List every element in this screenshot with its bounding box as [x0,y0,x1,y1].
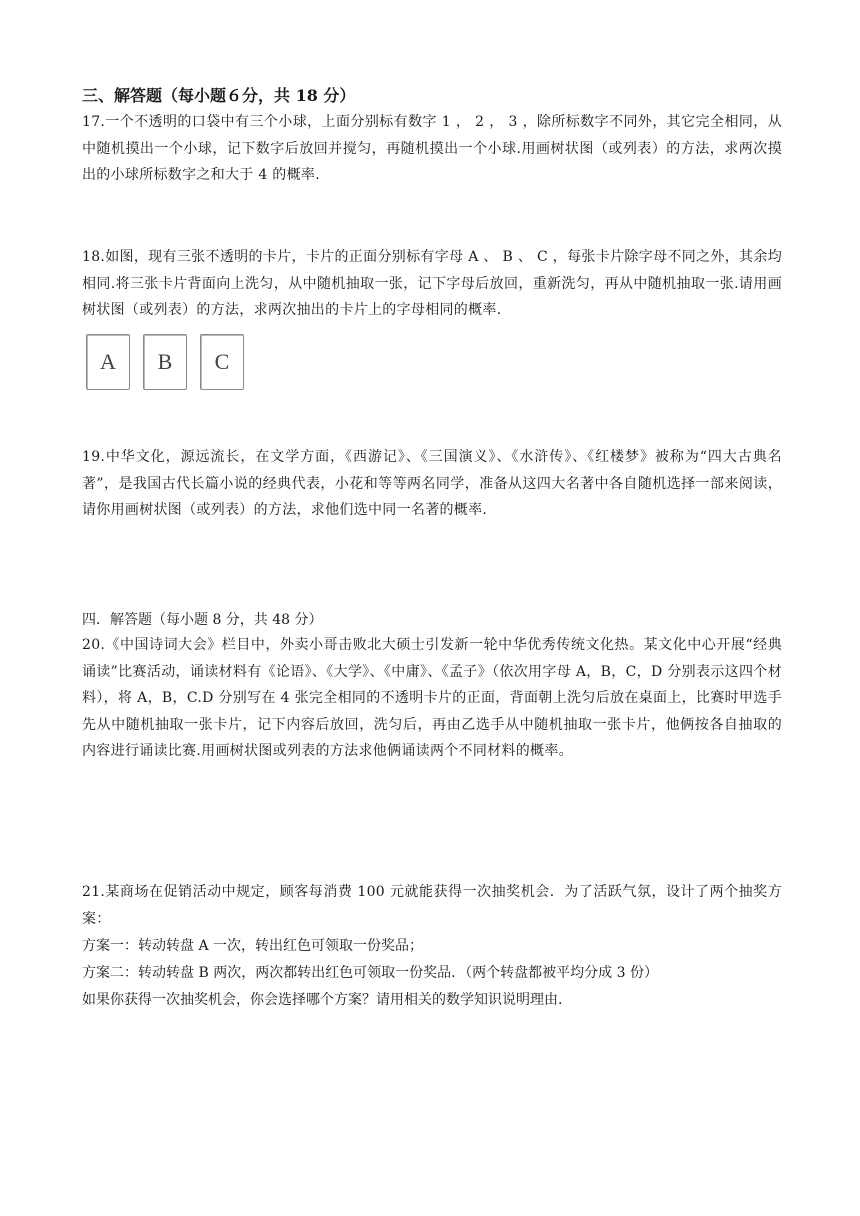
card-a: A [86,334,130,390]
section-3-title: 三、解答题（每小题６分，共 18 分） [82,86,356,105]
question-21-plan-2: 方案二：转动转盘 B 两次，两次都转出红色可领取一份奖品．（两个转盘都被平均分成 3 份） [82,965,658,981]
question-17: 17.一个不透明的口袋中有三个小球，上面分别标有数字 1 ， 2 ， 3 ，除所标数字不同外，其它完全相同，从中随机摸出一个小球，记下数字后放回并搅匀，再随机摸出一个小球.用画树状图（或列表）的方法，求两次摸出的小球所标数字之和大于 4 的概率. [82,114,782,183]
question-21-plan-1: 方案一：转动转盘 A 一次，转出红色可领取一份奖品； [82,938,424,954]
card-b: B [143,334,187,390]
letter-cards-figure [86,334,246,390]
question-21-intro: 21.某商场在促销活动中规定，顾客每消费 100 元就能获得一次抽奖机会．为了活跃气氛，设计了两个抽奖方案： [82,884,782,927]
question-18: 18.如图，现有三张不透明的卡片，卡片的正面分别标有字母 A 、 B 、 C ，每张卡片除字母不同之外，其余均相同.将三张卡片背面向上洗匀，从中随机抽取一张，记下字母后放回，重新洗匀，再从中随机抽取一张.请用画树状图（或列表）的方法，求两次抽出的卡片上的字母相同的概率. [82,249,782,318]
question-20: 20.《中国诗词大会》栏目中，外卖小哥击败北大硕士引发新一轮中华优秀传统文化热。某文化中心开展“经典诵读”比赛活动，诵读材料有《论语》、《大学》、《中庸》、《孟子》（依次用字母 A，B，C，D 分别表示这四个材料），将 A，B，C.D 分别写在 4 张完全相同的不透明卡片的正面，背面朝上洗匀后放在桌面上，比赛时甲选手先从中随机抽取一张卡片，记下内容后放回，洗匀后，再由乙选手从中随机抽取一张卡片，他俩按各自抽取的内容进行诵读比赛.用画树状图或列表的方法求他俩诵读两个不同材料的概率。 [82,637,782,759]
card-c: C [200,334,244,390]
question-21-question: 如果你获得一次抽奖机会，你会选择哪个方案？请用相关的数学知识说明理由. [82,992,563,1008]
question-19: 19.中华文化，源远流长，在文学方面，《西游记》、《三国演义》、《水浒传》、《红楼梦》被称为“四大古典名著”，是我国古代长篇小说的经典代表，小花和等等两名同学，准备从这四大名著中各自随机选择一部来阅读，请你用画树状图（或列表）的方法，求他们选中同一名著的概率. [82,449,782,518]
section-4-title: 四．解答题（每小题 8 分，共 48 分） [82,612,323,628]
